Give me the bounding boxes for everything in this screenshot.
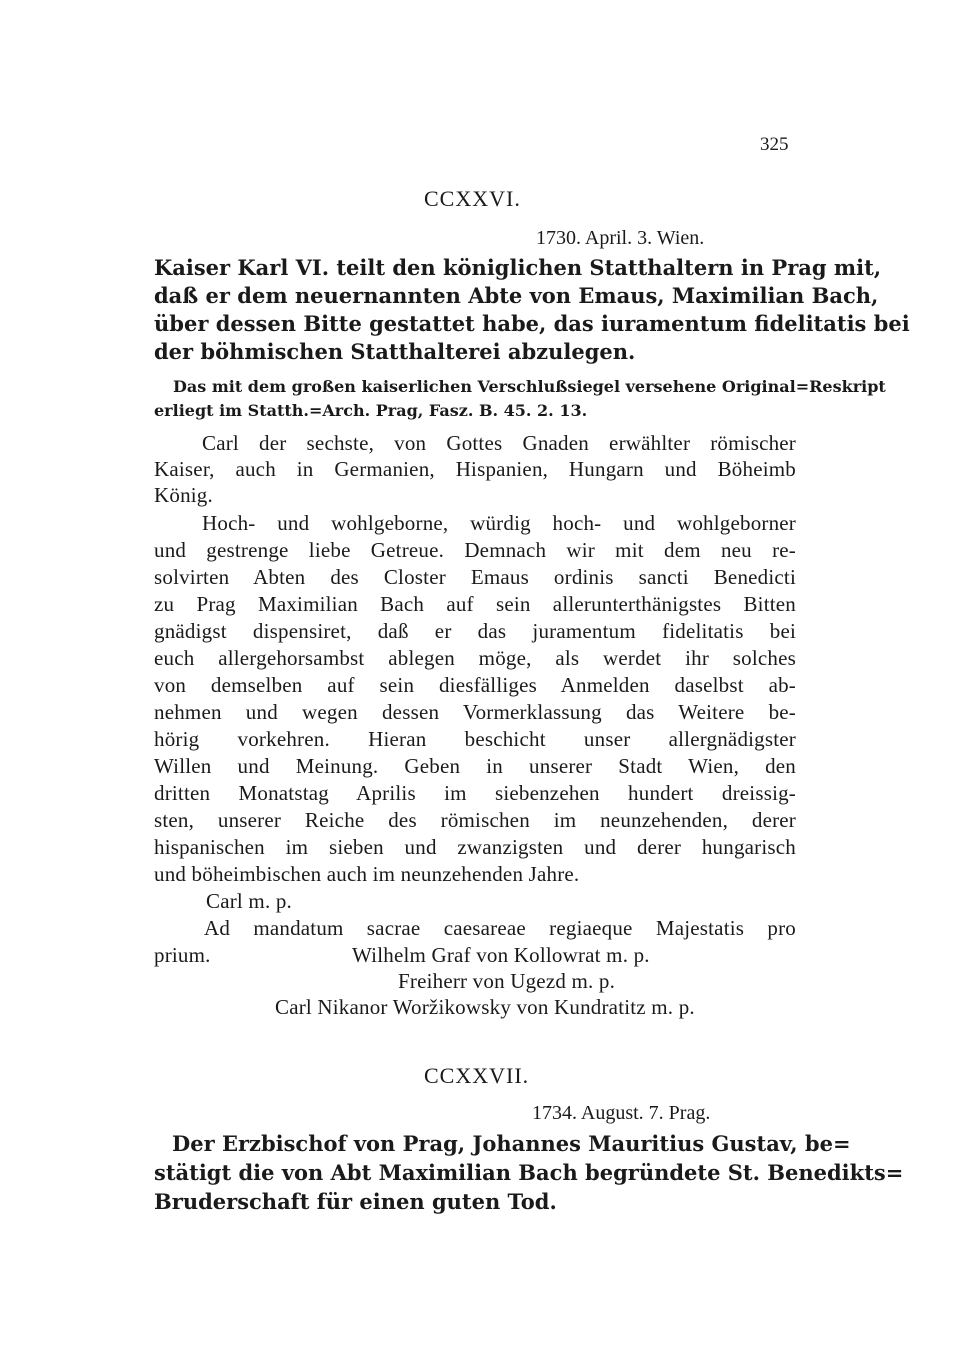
source-line: Das mit dem großen kaiserlichen Verschlußsiegel versehene Original=Reskript xyxy=(173,377,886,396)
heading-line: Der Erzbischof von Prag, Johannes Mauritius Gustav, be= xyxy=(172,1131,851,1156)
signature-line: prium. xyxy=(154,943,211,967)
body-line: gnädigst dispensiret, daß er das juramentum fidelitatis bei xyxy=(154,619,796,643)
body-line: und gestrenge liebe Getreue. Demnach wir mit dem neu re- xyxy=(154,538,796,562)
date-text: 1730. April. 3. Wien. xyxy=(536,227,705,249)
body-line: Carl der sechste, von Gottes Gnaden erwählter römischer xyxy=(202,431,796,455)
document-number: CCXXVI. xyxy=(424,186,521,211)
body-line: sten, unserer Reiche des römischen im neunzehenden, derer xyxy=(154,808,796,832)
heading-line: stätigt die von Abt Maximilian Bach begründete St. Benedikts= xyxy=(154,1160,904,1185)
signature-line: Wilhelm Graf von Kollowrat m. p. xyxy=(352,943,650,967)
body-line: zu Prag Maximilian Bach auf sein allerunterthänigstes Bitten xyxy=(154,592,796,616)
body-line: dritten Monatstag Aprilis im siebenzehen hundert dreissig- xyxy=(154,781,796,805)
source-line: erliegt im Statth.=Arch. Prag, Fasz. B. 45. 2. 13. xyxy=(154,401,588,420)
body-line: König. xyxy=(154,483,213,507)
body-line: Willen und Meinung. Geben in unserer Stadt Wien, den xyxy=(154,754,796,778)
body-line: solvirten Abten des Closter Emaus ordinis sancti Benedicti xyxy=(154,565,796,589)
body-line: hispanischen im sieben und zwanzigsten und derer hungarisch xyxy=(154,835,796,859)
body-line: Hoch- und wohlgeborne, würdig hoch- und wohlgeborner xyxy=(202,511,796,535)
signature-line: Carl Nikanor Woržikowsky von Kundratitz m. p. xyxy=(275,995,695,1019)
signature-line: Ad mandatum sacrae caesareae regiaeque Majestatis pro xyxy=(204,916,796,940)
document-date xyxy=(532,1100,710,1125)
document-number: CCXXVII. xyxy=(424,1063,530,1088)
heading-line: Kaiser Karl VI. teilt den königlichen Statthaltern in Prag mit, xyxy=(154,255,882,280)
body-line: und böheimbischen auch im neunzehenden Jahre. xyxy=(154,862,580,886)
body-line: nehmen und wegen dessen Vormerklassung das Weitere be- xyxy=(154,700,796,724)
page-number: 325 xyxy=(760,134,789,155)
heading-line: Bruderschaft für einen guten Tod. xyxy=(154,1189,557,1214)
document-date xyxy=(536,225,704,250)
body-line: euch allergehorsambst ablegen möge, als werdet ihr solches xyxy=(154,646,796,670)
heading-line: der böhmischen Statthalterei abzulegen. xyxy=(154,339,636,364)
signature-line: Freiherr von Ugezd m. p. xyxy=(398,969,616,993)
body-line: von demselben auf sein diesfälliges Anmelden daselbst ab- xyxy=(154,673,796,697)
heading-line: daß er dem neuernannten Abte von Emaus, Maximilian Bach, xyxy=(154,283,879,308)
signature-line: Carl m. p. xyxy=(206,889,292,913)
body-line: Kaiser, auch in Germanien, Hispanien, Hungarn und Böheimb xyxy=(154,457,796,481)
body-line: hörig vorkehren. Hieran beschicht unser allergnädigster xyxy=(154,727,796,751)
date-text: 1734. August. 7. Prag. xyxy=(532,1102,711,1124)
heading-line: über dessen Bitte gestattet habe, das iuramentum fidelitatis bei xyxy=(154,311,910,336)
